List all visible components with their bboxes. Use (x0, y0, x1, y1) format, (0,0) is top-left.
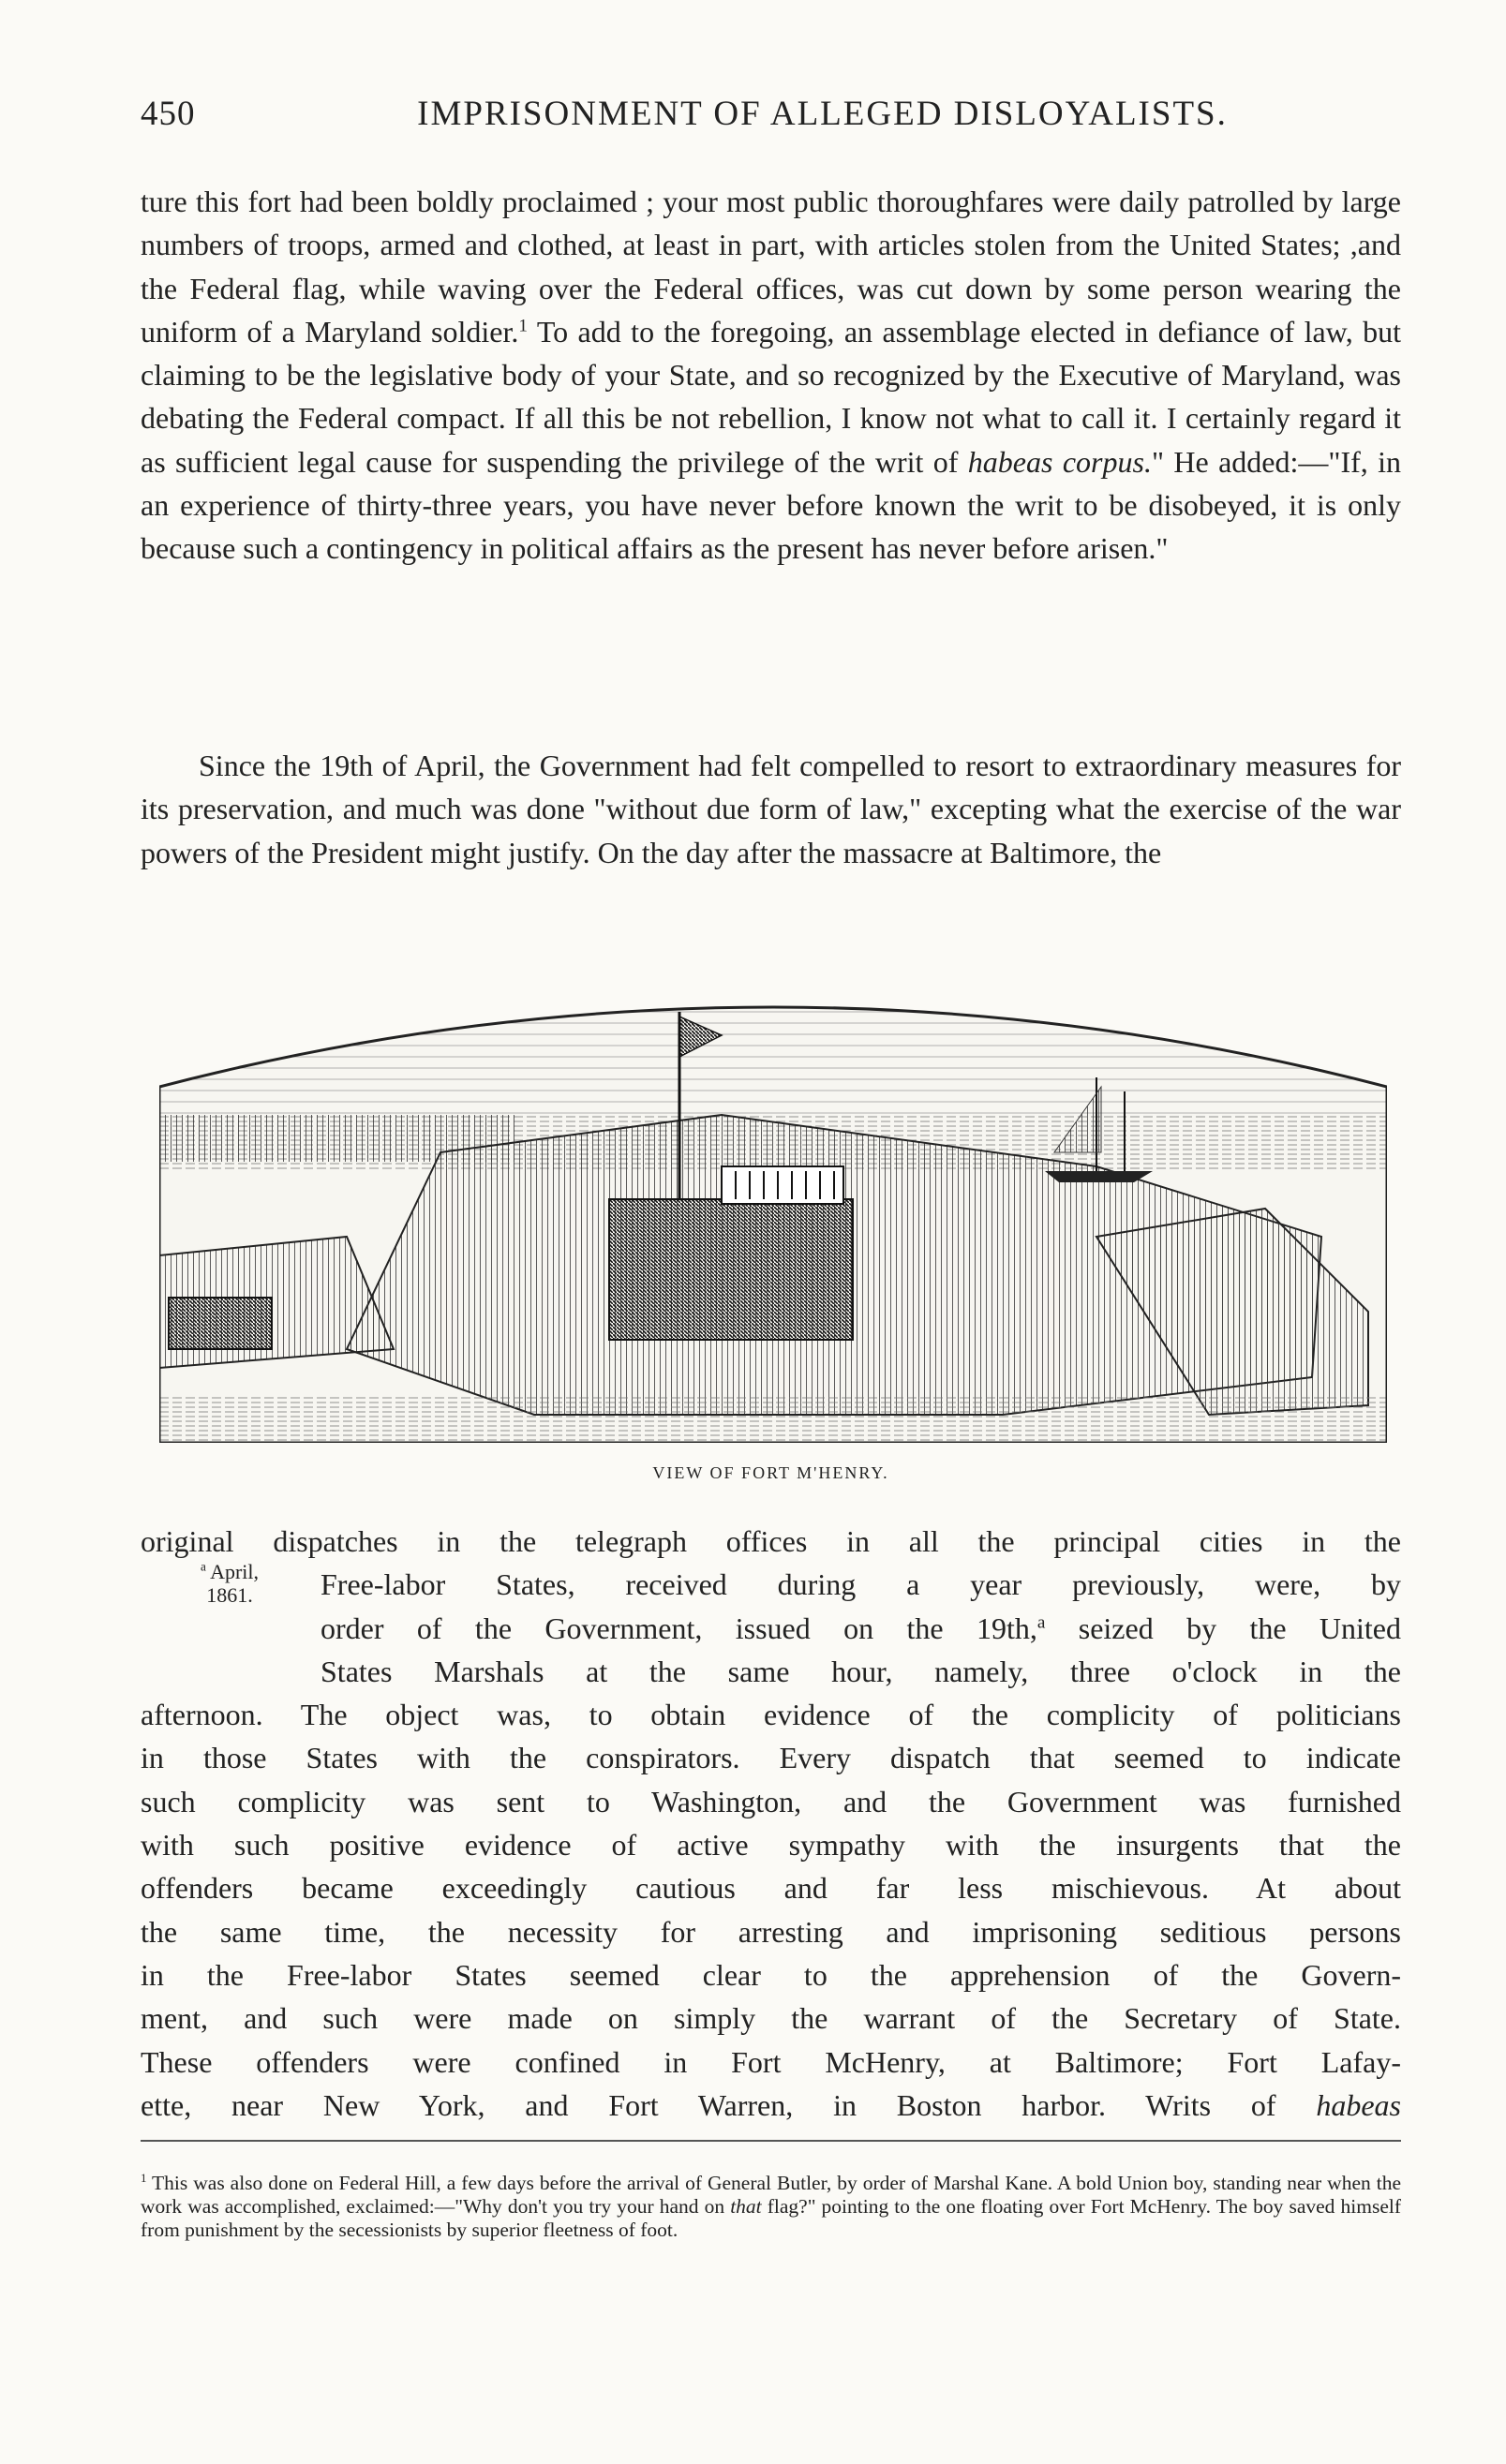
paragraph-3-line-text: seized by the United (1045, 1611, 1401, 1645)
paragraph-3-line: Free-labor States, received during a year previously, were, by (321, 1567, 1401, 1602)
paragraph-3-line: afternoon. The object was, to obtain evidence of the complicity of politicians (141, 1698, 1401, 1732)
paragraph-3-line: in the Free-labor States seemed clear to the apprehension of the Govern- (141, 1957, 1401, 1992)
footnote-divider (141, 2140, 1401, 2142)
paragraph-2 (141, 744, 1401, 874)
running-title: IMPRISONMENT OF ALLEGED DISLOYALISTS. (417, 95, 1228, 133)
paragraph-3-line: in those States with the conspirators. Every dispatch that seemed to indicate (141, 1741, 1401, 1775)
paragraph-1 (141, 180, 1401, 571)
margin-note-month: April, (210, 1560, 260, 1583)
illustration-caption: VIEW OF FORT M'HENRY. (652, 1463, 889, 1482)
page-header (141, 94, 1401, 134)
paragraph-3-line: with such positive evidence of active sympathy with the insurgents that the (141, 1828, 1401, 1863)
paragraph-3-line-text: order of the Government, issued on the 19th, (321, 1611, 1037, 1645)
footnote-text-a: This was also done on Federal Hill, a few days before the arrival of General Butler, by order of Marshal Kane. A bold Union boy, standing near when the work was accomplished, exclaimed:—"Why don't you try your hand on (141, 2172, 1401, 2218)
footnote-italic: that (730, 2195, 762, 2218)
page-number: 450 (141, 95, 196, 133)
paragraph-3-line: offenders became exceedingly cautious and far less mischievous. At about (141, 1871, 1401, 1906)
margin-note-year: 1861. (206, 1583, 253, 1607)
footnote (141, 2172, 1401, 2242)
habeas-italic: habeas (1316, 2087, 1401, 2122)
footnote-reference: 1 (518, 316, 528, 336)
paragraph-3-line: These offenders were confined in Fort McHenry, at Baltimore; Fort Lafay- (141, 2044, 1401, 2079)
paragraph-3-line (141, 2084, 1401, 2127)
paragraph-3-line: such complicity was sent to Washington, and the Government was furnished (141, 1784, 1401, 1818)
paragraph-3-line: ment, and such were made on simply the warrant of the Secretary of State. (141, 2001, 1401, 2036)
paragraph-1-text-a: ture this fort had been boldly proclaimed ; your most public thoroughfares were daily patrolled by large numbers of troops, armed and clothed, at least in part, with articles stolen from the United States; ,and the Federal flag, while waving over the Federal offices, was cut down by some person wearing the uniform of a Maryland soldier. (141, 185, 1401, 349)
paragraph-2-text: Since the 19th of April, the Government had felt compelled to resort to extraordinary measures for its preservation, and much was done "without due form of law," excepting what the exercise of the war powers of the President might justify. On the day after the massacre at Baltimore, the (141, 749, 1401, 869)
paragraph-1-text-b: To add to the foregoing, an assemblage elected in defiance of law, but claiming to be the legislative body of your State, and so recognized by the Executive of Maryland, was debating the Federal compact. If all this be not rebellion, I know not what to call it. I certainly regard it as sufficient legal cause for suspending the privilege of the writ of (141, 314, 1401, 479)
fort-mchenry-engraving (159, 974, 1387, 1443)
paragraph-3-line: the same time, the necessity for arresting and imprisoning seditious persons (141, 1914, 1401, 1949)
paragraph-1-text-c: " He added:—"If, in an experience of thirty-three years, you have never before known the writ to be disobeyed, it is only because such a contingency in political affairs as the present has never before arisen." (141, 444, 1402, 566)
footnote-text-b: flag?" pointing to the one floating over Fort McHenry. The boy saved himself from punishment by the secessionists by superior fleetness of foot. (141, 2195, 1401, 2241)
paragraph-3-line: States Marshals at the same hour, namely, three o'clock in the (321, 1654, 1401, 1688)
paragraph-3-line (321, 1607, 1401, 1650)
margin-note-marker: a (200, 1559, 206, 1574)
habeas-corpus-italic: habeas corpus. (967, 444, 1152, 479)
paragraph-3 (141, 1520, 1401, 2127)
paragraph-3-line: original dispatches in the telegraph offices in all the principal cities in the (141, 1524, 1401, 1558)
margin-note-reference: a (1036, 1611, 1046, 1632)
paragraph-3-line-text: ette, near New York, and Fort Warren, in Boston harbor. Writs of (141, 2087, 1317, 2122)
footnote-number: 1 (141, 2171, 147, 2185)
